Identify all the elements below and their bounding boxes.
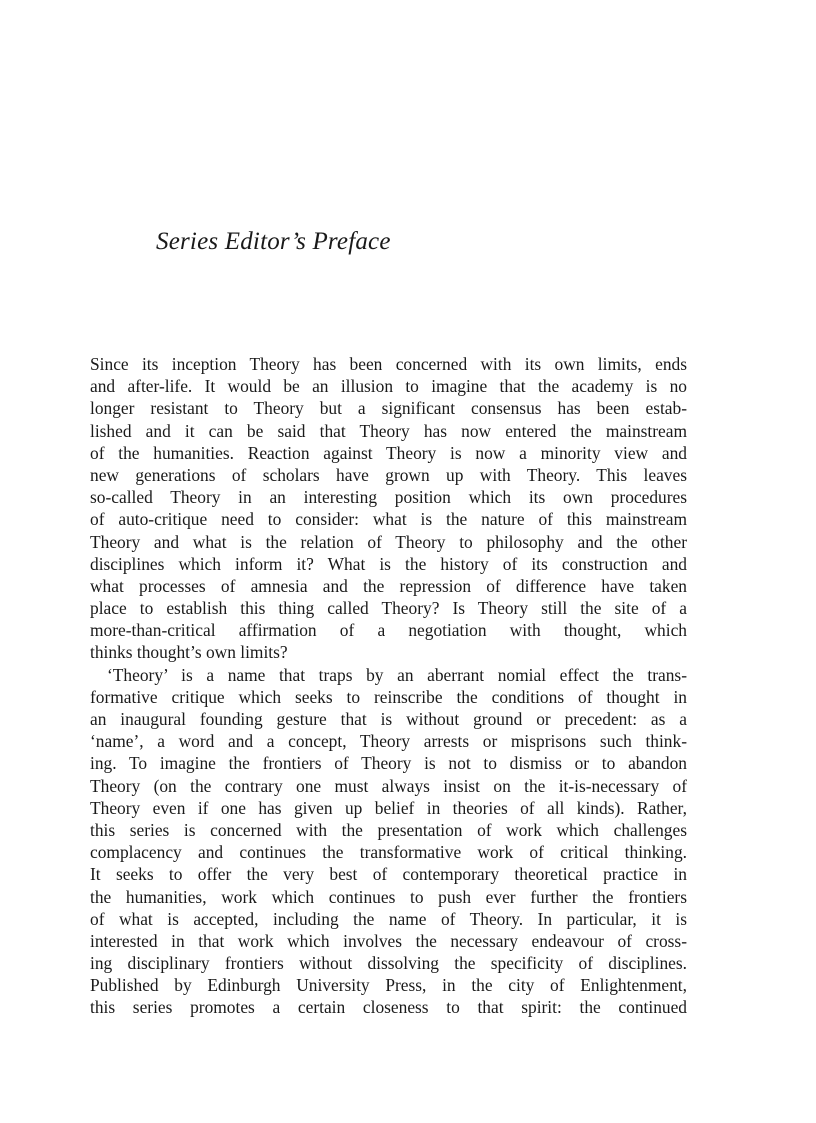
text-line: thinks thought’s own limits? [90, 642, 288, 663]
text-line: interested in that work which involves the necessary endeavour of cross- [90, 930, 687, 951]
text-line: It seeks to offer the very best of contemporary theoretical practice in [90, 864, 687, 885]
text-line: so-called Theory in an interesting position which its own procedures [90, 487, 687, 508]
text-line: ‘name’, a word and a concept, Theory arrests or misprisons such think- [90, 731, 687, 752]
text-line: the humanities, work which continues to push ever further the frontiers [90, 886, 687, 907]
text-line: ing. To imagine the frontiers of Theory is not to dismiss or to abandon [90, 753, 687, 774]
text-line: longer resistant to Theory but a significant consensus has been estab- [90, 398, 687, 419]
text-line: an inaugural founding gesture that is without ground or precedent: as a [90, 709, 687, 729]
body-text [90, 353, 687, 1019]
text-line: formative critique which seeks to reinscribe the conditions of thought in [90, 686, 687, 707]
text-line: this series is concerned with the presentation of work which challenges [90, 819, 687, 840]
text-line: of what is accepted, including the name of Theory. In particular, it is [90, 908, 687, 929]
text-line: complacency and continues the transformative work of critical thinking. [90, 842, 687, 863]
text-line: Published by Edinburgh University Press, in the city of Enlightenment, [90, 975, 687, 996]
text-line: place to establish this thing called Theory? Is Theory still the site of a [90, 598, 687, 619]
text-line: new generations of scholars have grown up with Theory. This leaves [90, 464, 687, 485]
text-line: and after-life. It would be an illusion to imagine that the academy is no [90, 376, 687, 397]
text-line: of auto-critique need to consider: what is the nature of this mainstream [90, 509, 687, 530]
text-line: Theory and what is the relation of Theory to philosophy and the other [90, 531, 687, 552]
text-line: ing disciplinary frontiers without dissolving the specificity of disciplines. [90, 953, 687, 974]
text-line: more-than-critical affirmation of a negotiation with thought, which [90, 620, 687, 641]
text-line: what processes of amnesia and the repression of difference have taken [90, 575, 687, 596]
text-line: of the humanities. Reaction against Theory is now a minority view and [90, 442, 687, 463]
text-line: lished and it can be said that Theory has now entered the mainstream [90, 420, 687, 441]
text-line: Theory even if one has given up belief in theories of all kinds). Rather, [90, 797, 687, 818]
text-line: this series promotes a certain closeness to that spirit: the continued [90, 997, 687, 1018]
chapter-title: Series Editor’s Preface [156, 228, 391, 255]
text-line: ‘Theory’ is a name that traps by an aberrant nomial effect the trans- [107, 664, 687, 685]
text-line: Theory (on the contrary one must always insist on the it-is-necessary of [90, 775, 687, 796]
text-line: disciplines which inform it? What is the history of its construction and [90, 553, 687, 574]
text-line: Since its inception Theory has been concerned with its own limits, ends [90, 354, 687, 374]
